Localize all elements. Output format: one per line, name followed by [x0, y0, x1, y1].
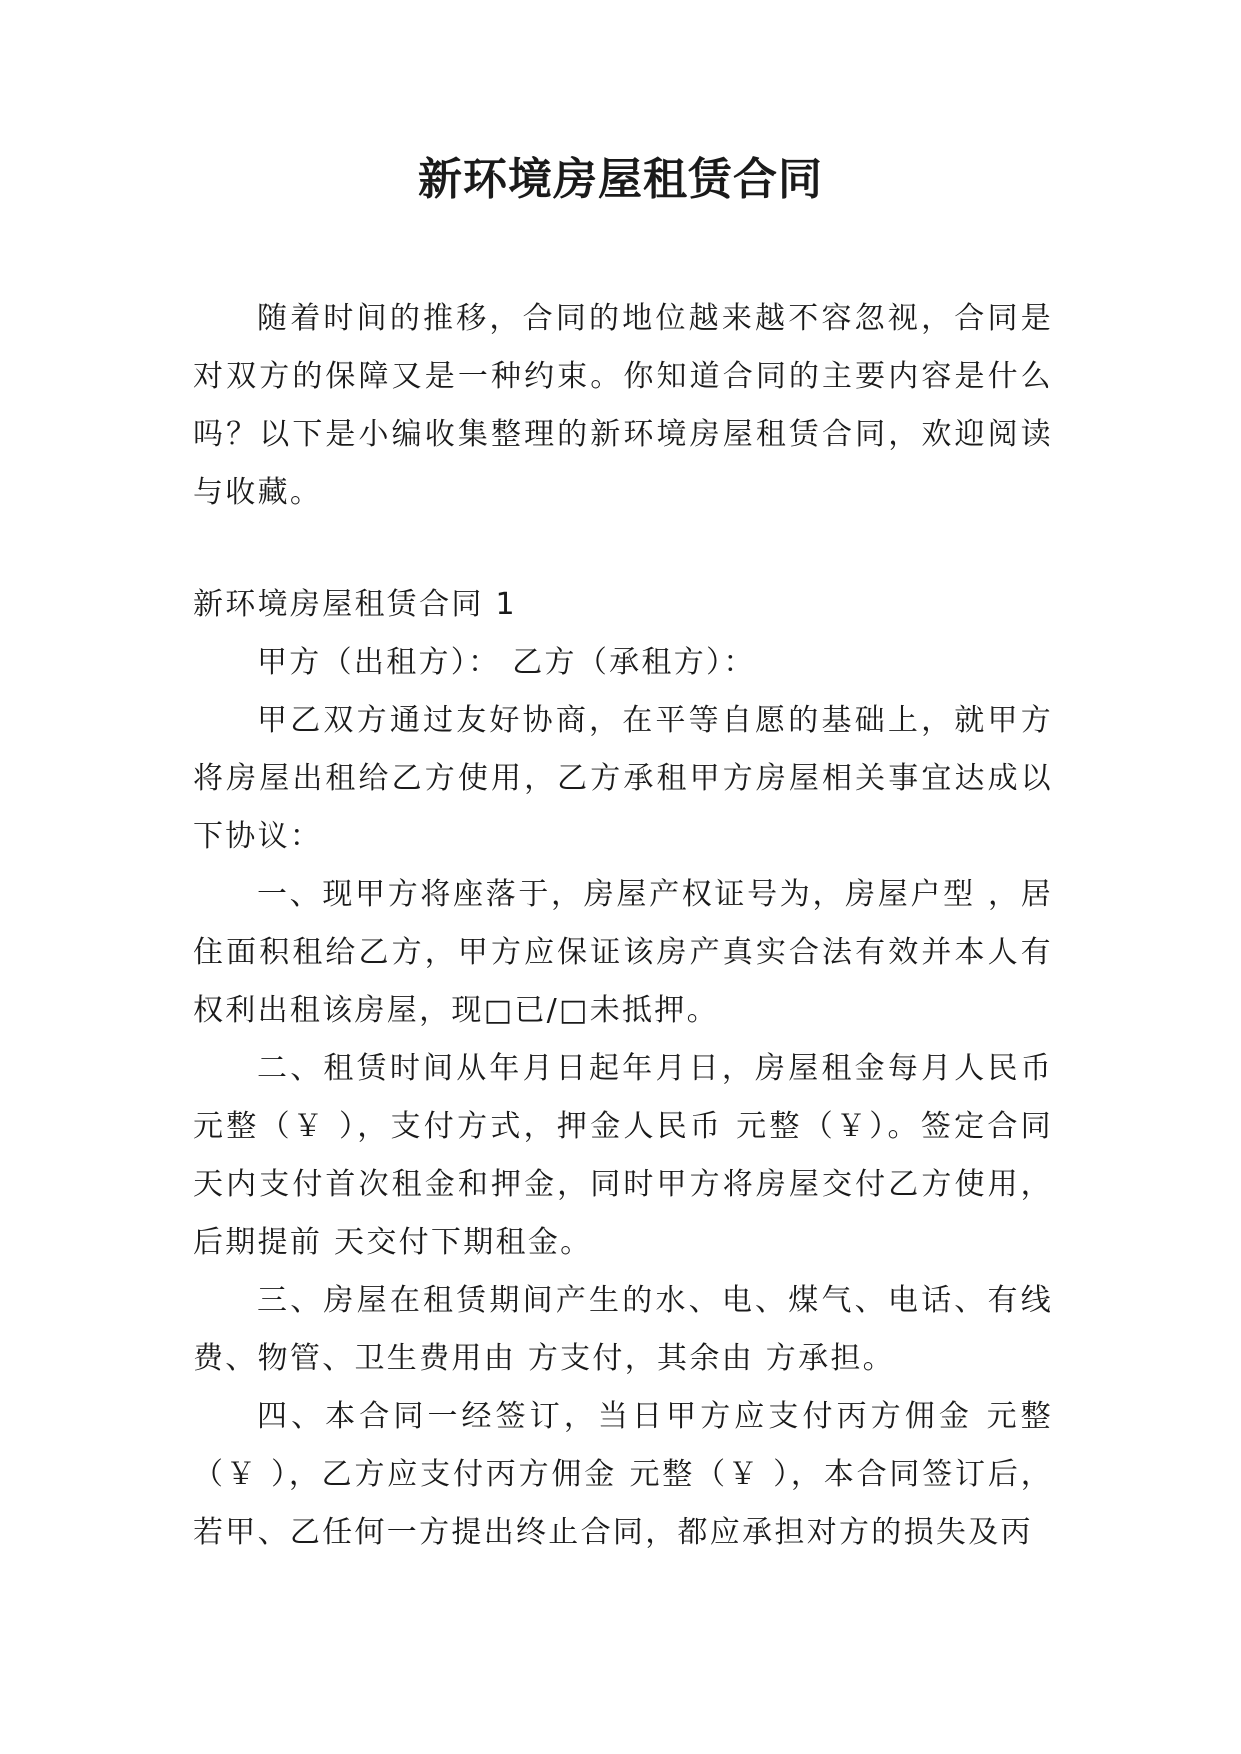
document-title: 新环境房屋租赁合同 — [418, 154, 823, 205]
section-heading: 新环境房屋租赁合同 1 — [193, 587, 517, 622]
party-line: 甲方（出租方）： 乙方（承租方）： — [257, 645, 756, 680]
clause-1: 一、现甲方将座落于，房屋产权证号为，房屋户型 ，居住面积租给乙方，甲方应保证该房产真实合法有效并本人有权利出租该房屋，现□已/□未抵押。 — [193, 877, 1053, 1028]
clause-4: 四、本合同一经签订，当日甲方应支付丙方佣金 元整（￥ ），乙方应支付丙方佣金 元整（￥ ），本合同签订后，若甲、乙任何一方提出终止合同，都应承担对方的损失及丙 — [193, 1399, 1053, 1550]
document-body — [193, 290, 1053, 1562]
clause-3: 三、房屋在租赁期间产生的水、电、煤气、电话、有线费、物管、卫生费用由 方支付，其余由 方承担。 — [193, 1283, 1053, 1376]
agreement-preamble: 甲乙双方通过友好协商，在平等自愿的基础上，就甲方将房屋出租给乙方使用，乙方承租甲方房屋相关事宜达成以下协议： — [193, 703, 1053, 854]
clause-2: 二、租赁时间从年月日起年月日，房屋租金每月人民币元整（￥ ），支付方式，押金人民币 元整（￥）。签定合同天内支付首次租金和押金，同时甲方将房屋交付乙方使用，后期提前 天交付下期租金。 — [193, 1051, 1053, 1260]
intro-paragraph: 随着时间的推移，合同的地位越来越不容忽视，合同是对双方的保障又是一种约束。你知道合同的主要内容是什么吗？以下是小编收集整理的新环境房屋租赁合同，欢迎阅读与收藏。 — [193, 301, 1053, 510]
